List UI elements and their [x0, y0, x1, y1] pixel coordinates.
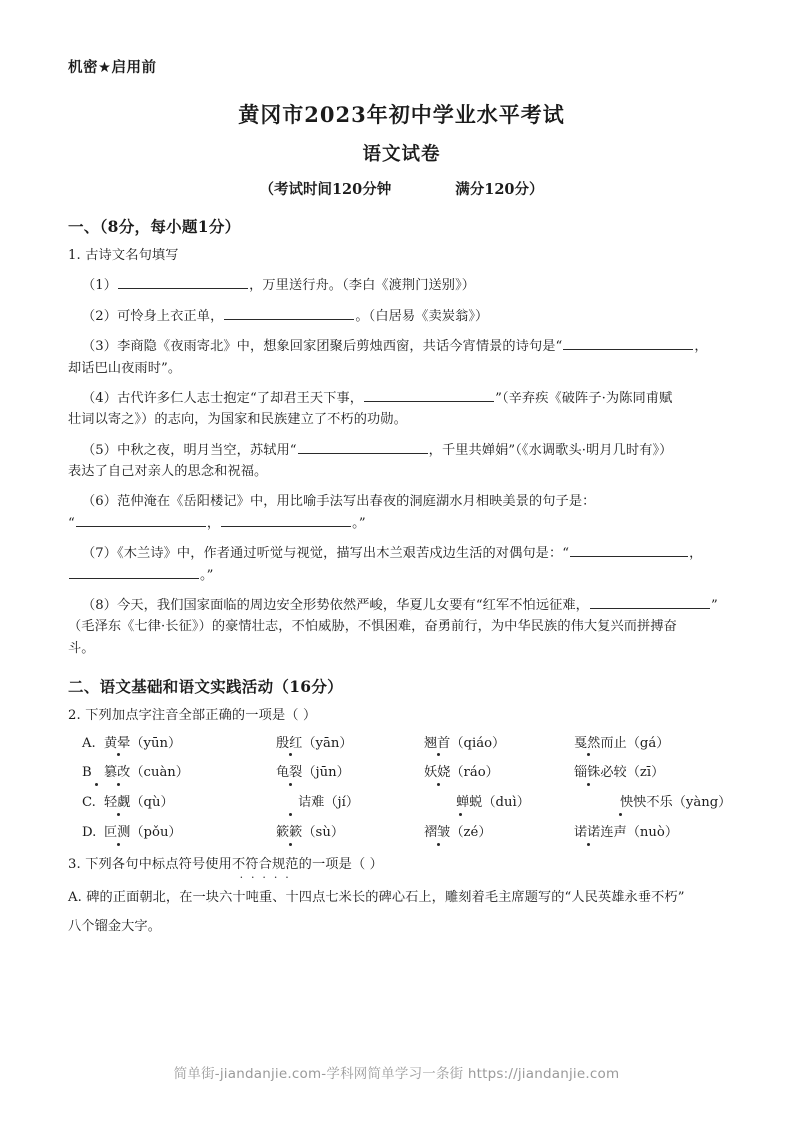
- question-1-item-8: [68, 595, 735, 659]
- exam-duration: （考试时间120分钟: [259, 181, 392, 198]
- option-d-label: D.: [82, 824, 97, 840]
- answer-blank[interactable]: [69, 565, 199, 579]
- item-8-line3: 斗。: [68, 640, 95, 656]
- question-3-stem-suffix: 的一项是（ ）: [298, 856, 383, 872]
- option-a-word-4: 戛然而止（gá）: [574, 734, 735, 754]
- option-d-word-3: 褶皱（zé）: [424, 823, 574, 843]
- question-3-stem-prefix: 3. 下列各句中标点符号使用: [68, 856, 232, 872]
- option-c-word-3: 蝉蜕（duì）: [446, 793, 606, 813]
- answer-blank[interactable]: [590, 595, 710, 609]
- item-8-line2: （毛泽东《七律·长征》）的豪情壮志，不怕威胁，不惧困难，奋勇前行，为中华民族的伟大复兴而拼搏奋: [68, 619, 677, 635]
- item-4-suffix: 壮词以寄之》）的志向，为国家和民族建立了不朽的功勋。: [68, 412, 407, 428]
- item-5-mid: ，千里共婵娟”（《水调歌头·明月几时有》）: [428, 442, 673, 458]
- question-1-item-2: [68, 306, 735, 327]
- question-2-stem: 2. 下列加点字注音全部正确的一项是（ ）: [68, 708, 317, 724]
- answer-blank[interactable]: [570, 544, 688, 558]
- item-2-prefix: （2）可怜身上衣正单，: [82, 308, 224, 324]
- option-c-word-1: 轻觑（qù）: [104, 793, 276, 813]
- question-3-emphasis: 不符合规范 · · ·: [232, 855, 299, 875]
- question-1-label: 1. 古诗文名句填写: [68, 248, 179, 263]
- option-d-word-4: 诺诺连声（nuò）: [574, 823, 735, 843]
- option-a-word-1: 黄晕（yūn）: [104, 734, 276, 754]
- option-a-line-1: A. 碑的正面朝北，在一块六十吨重、十四点七米长的碑心石上，雕刻着毛主席题写的“人民英雄永垂不朽”: [68, 890, 685, 906]
- page-subtitle: 语文试卷: [362, 144, 441, 165]
- item-4-prefix: （4）古代许多仁人志士抱定“了却君王天下事，: [82, 390, 364, 406]
- confidential-label: 机密★启用前: [68, 60, 157, 76]
- footer-watermark: 简单街-jiandanjie.com-学科网简单学习一条街 https://jiandanjie.com: [173, 1066, 620, 1082]
- answer-blank[interactable]: [224, 306, 354, 320]
- option-c-word-2: 诘难（jí）: [276, 793, 446, 813]
- question-3-option-a-cont: [68, 916, 735, 939]
- item-5-suffix: 表达了自己对亲人的思念和祝福。: [68, 464, 268, 480]
- question-1-item-5: [68, 440, 735, 483]
- option-a-line-2: 八个镏金大字。: [68, 918, 162, 934]
- option-c-label: C.: [82, 795, 96, 811]
- item-6-mid: ，: [206, 515, 221, 531]
- option-d-word-1: 叵测（pǒu）: [104, 823, 276, 843]
- option-a-label: A.: [82, 735, 96, 751]
- answer-blank[interactable]: [118, 276, 248, 290]
- item-6-suffix: 。”: [352, 515, 366, 531]
- answer-blank[interactable]: [221, 513, 351, 527]
- question-1-item-4: [68, 388, 735, 431]
- item-7-mid: ，: [689, 546, 703, 562]
- question-1-item-3: [68, 336, 735, 379]
- item-4-mid: ”（辛弃疾《破阵子·为陈同甫赋: [495, 390, 673, 406]
- question-1-item-1: [68, 275, 735, 296]
- question-3-option-a[interactable]: [68, 887, 735, 910]
- item-6-prefix: （6）范仲淹在《岳阳楼记》中，用比喻手法写出春夜的洞庭湖水月相映美景的句子是：: [82, 494, 596, 510]
- item-2-suffix: 。（白居易《卖炭翁》）: [355, 308, 489, 324]
- item-1-prefix: （1）: [82, 278, 118, 294]
- item-7-suffix: 。”: [200, 567, 214, 583]
- exam-total-score: 满分120分）: [455, 181, 544, 198]
- option-c-word-4: 怏怏不乐（yàng）: [606, 793, 735, 813]
- question-1-item-7: [68, 543, 735, 586]
- answer-blank[interactable]: [76, 513, 206, 527]
- question-1-item-6: [68, 491, 735, 534]
- option-a-word-3: 翘首（qiáo）: [424, 734, 574, 754]
- exam-meta: [68, 178, 735, 199]
- answer-blank[interactable]: [364, 388, 494, 402]
- answer-blank[interactable]: [563, 337, 693, 351]
- item-3-prefix: （3）李商隐《夜雨寄北》中，想象回家团聚后剪烛西窗，共话今宵情景的诗句是“: [82, 339, 563, 355]
- option-b-word-2: 龟裂（jūn）: [276, 763, 424, 783]
- option-b-word-3: 妖娆（ráo）: [424, 763, 574, 783]
- question-2-options: [68, 734, 735, 843]
- item-3-mid: ，: [694, 339, 708, 355]
- item-8-quote-close: ”: [710, 597, 718, 613]
- item-5-prefix: （5）中秋之夜，明月当空，苏轼用“: [82, 442, 297, 458]
- option-a[interactable]: [68, 734, 735, 754]
- option-b[interactable]: [68, 763, 735, 783]
- option-d-word-2: 簌簌（sù）: [276, 823, 424, 843]
- page-title: 黄冈市2023年初中学业水平考试: [238, 102, 565, 127]
- item-3-suffix: 却话巴山夜雨时”。: [68, 360, 182, 376]
- section-2-heading: 二、语文基础和语文实践活动（16分）: [68, 677, 343, 697]
- item-8-prefix: （8）今天，我们国家面临的周边安全形势依然严峻，华夏儿女要有“红军不怕远征难，: [82, 597, 589, 613]
- option-b-word-4: 锱铢必较（zī）: [574, 763, 735, 783]
- option-b-label: B: [82, 763, 104, 783]
- option-a-word-2: 殷红（yān）: [276, 734, 424, 754]
- item-7-prefix: （7）《木兰诗》中，作者通过听觉与视觉，描写出木兰艰苦戍边生活的对偶句是：“: [82, 546, 570, 562]
- option-c[interactable]: [68, 793, 735, 813]
- option-d[interactable]: [68, 823, 735, 843]
- item-1-suffix: ，万里送行舟。（李白《渡荆门送别》）: [249, 278, 476, 294]
- option-b-word-1: 篡改（cuàn）: [104, 763, 276, 783]
- item-6-quote-open: “: [68, 515, 75, 531]
- section-1-heading: 一、（8分，每小题1分）: [68, 217, 241, 236]
- question-3-stem: [68, 855, 735, 875]
- answer-blank[interactable]: [298, 440, 428, 454]
